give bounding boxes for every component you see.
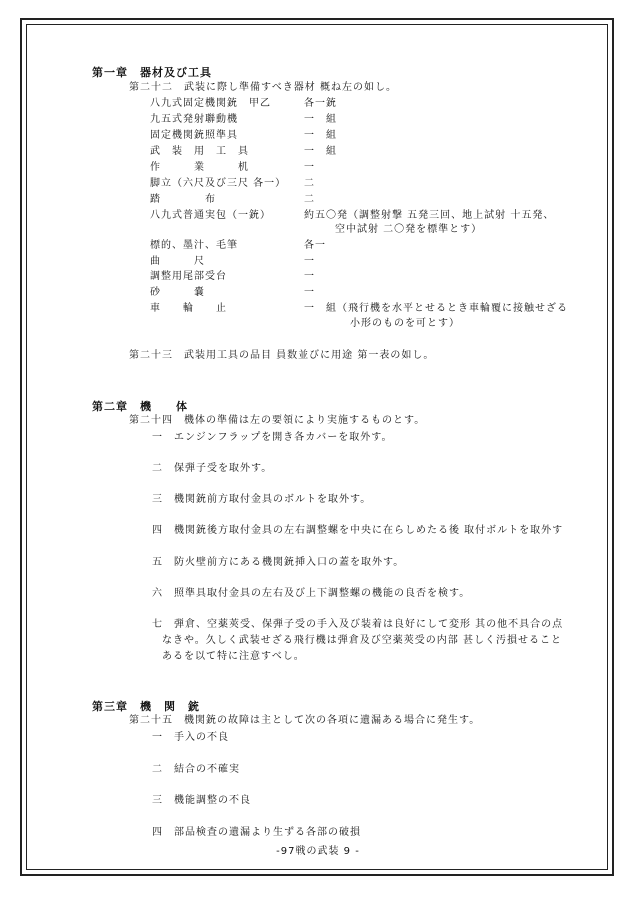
equipment-item-qty-continued: 小形のものを可とす） — [350, 318, 460, 329]
equipment-item-qty: 一 組 — [304, 114, 337, 125]
article-25: 第二十五 機関銃の故障は主として次の各項に遺漏ある場合に発生す。 — [129, 715, 481, 726]
list-item: 七 弾倉、空薬莢受、保弾子受の手入及び装着は良好にして変形 其の他不具合の点 — [152, 619, 564, 630]
equipment-item-qty: 一 — [304, 271, 315, 282]
equipment-item-qty: 一 組 — [304, 130, 337, 141]
equipment-item-name: 車 輪 止 — [150, 303, 227, 314]
list-item: 三 機関銃前方取付金具のボルトを取外す。 — [152, 494, 372, 505]
equipment-item-name: 武 装 用 工 具 — [150, 146, 249, 157]
article-24: 第二十四 機体の準備は左の要領により実施するものとす。 — [129, 415, 426, 426]
equipment-item-name: 作 業 机 — [150, 162, 249, 173]
equipment-item-name: 踏 布 — [150, 194, 216, 205]
list-item: 二 結合の不確実 — [152, 764, 240, 775]
equipment-item-qty: 一 組 — [304, 146, 337, 157]
equipment-item-qty: 二 — [304, 178, 315, 189]
list-item: 一 手入の不良 — [152, 732, 229, 743]
list-item: 三 機能調整の不良 — [152, 795, 251, 806]
equipment-item-name: 九五式発射聯動機 — [150, 114, 238, 125]
equipment-item-qty: 二 — [304, 194, 315, 205]
equipment-item-qty: 一 — [304, 256, 315, 267]
equipment-item-qty: 一 — [304, 162, 315, 173]
equipment-item-qty: 約五〇発（調整射撃 五発三回、地上試射 十五発、 — [304, 210, 555, 221]
article-23: 第二十三 武装用工具の品目 員数並びに用途 第一表の如し。 — [129, 350, 435, 361]
equipment-item-qty: 一 組（飛行機を水平とせるとき車輪覆に接触せざる — [304, 303, 568, 314]
list-item: 五 防火壁前方にある機関銃挿入口の蓋を取外す。 — [152, 557, 405, 568]
equipment-item-name: 調整用尾部受台 — [150, 271, 227, 282]
list-item: 六 照準具取付金具の左右及び上下調整螺の機能の良否を検す。 — [152, 588, 471, 599]
chapter-2-title: 第二章 機 体 — [92, 400, 188, 413]
equipment-item-qty: 各一銃 — [304, 98, 337, 109]
equipment-item-qty: 一 — [304, 287, 315, 298]
chapter-1-title: 第一章 器材及び工具 — [92, 66, 212, 79]
equipment-item-qty-continued: 空中試射 二〇発を標準とす） — [335, 224, 483, 235]
list-item: 四 機関銃後方取付金具の左右調整螺を中央に在らしめたる後 取付ボルトを取外す — [152, 525, 564, 536]
equipment-item-name: 曲 尺 — [150, 256, 205, 267]
chapter-3-title: 第三章 機 関 銃 — [92, 700, 200, 713]
equipment-item-name: 八九式普通実包（一銃） — [150, 210, 271, 221]
list-item: 一 エンジンフラップを開き各カバーを取外す。 — [152, 432, 393, 443]
article-22: 第二十二 武装に際し準備すべき器材 概ね左の如し。 — [129, 82, 397, 93]
equipment-item-name: 砂 嚢 — [150, 287, 205, 298]
list-item-continued: あるを以て特に注意すべし。 — [162, 651, 305, 662]
equipment-item-name: 脚立（六尺及び三尺 各一） — [150, 178, 287, 189]
list-item-continued: なきや。久しく武装せざる飛行機は弾倉及び空薬莢受の内部 甚しく汚損せること — [162, 635, 562, 646]
list-item: 二 保弾子受を取外す。 — [152, 463, 273, 474]
page-footer: -97戦の武装 9 - — [276, 846, 360, 857]
equipment-item-name: 八九式固定機関銃 甲乙 — [150, 98, 271, 109]
equipment-item-name: 標的、墨汁、毛筆 — [150, 240, 238, 251]
list-item: 四 部品検査の遺漏より生ずる各部の破損 — [152, 827, 361, 838]
equipment-item-qty: 各一 — [304, 240, 326, 251]
equipment-item-name: 固定機関銃照準具 — [150, 130, 238, 141]
